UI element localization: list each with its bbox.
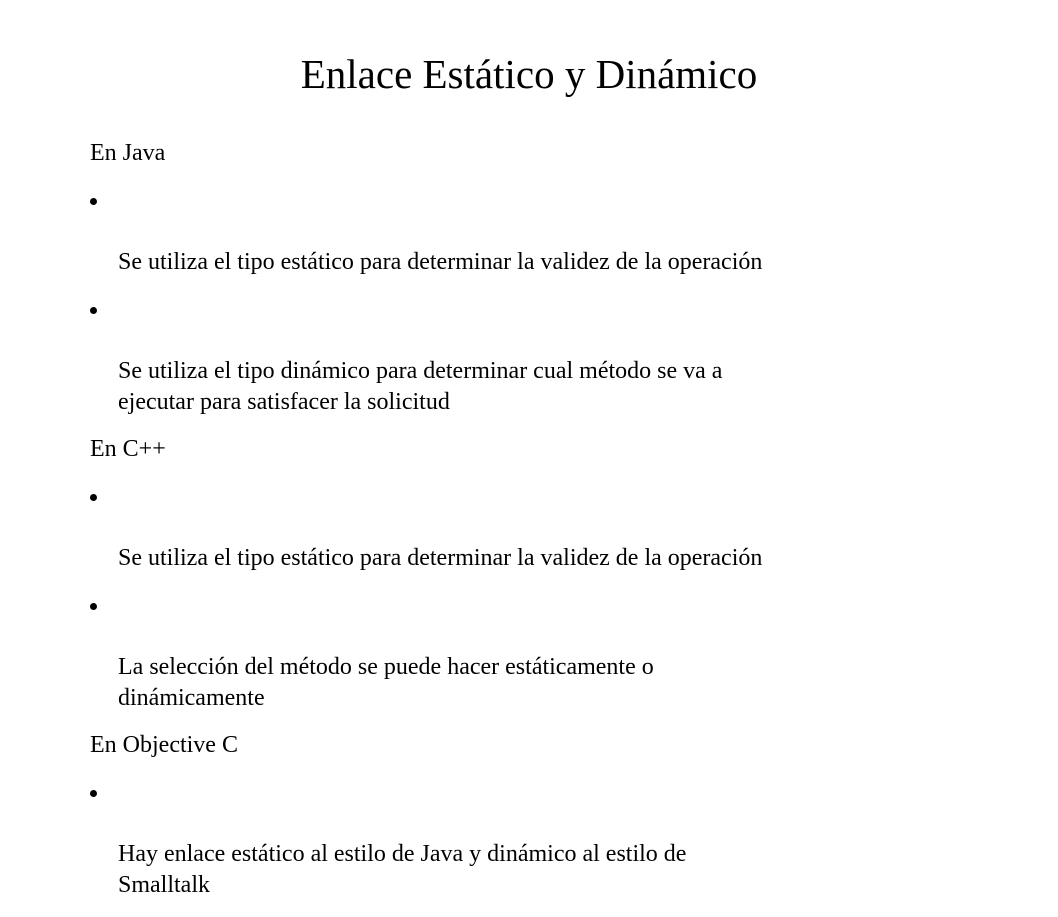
bullet-icon (90, 494, 97, 501)
bullet-list (90, 481, 990, 714)
bullet-item (90, 777, 990, 901)
section-heading: En Java (90, 140, 166, 166)
section-heading: En C++ (90, 436, 166, 462)
bullet-item (90, 590, 990, 714)
bullet-icon (90, 198, 97, 205)
bullet-text: La selección del método se puede hacer estáticamente o dinámicamente (118, 654, 654, 711)
section-heading: En Objective C (90, 732, 238, 758)
section-cpp (90, 434, 990, 714)
bullet-icon (90, 307, 97, 314)
slide-content (90, 138, 990, 917)
bullet-text: Se utiliza el tipo dinámico para determinar cual método se va a ejecutar para satisfacer la solicitud (118, 358, 723, 415)
bullet-icon (90, 603, 97, 610)
bullet-list (90, 777, 990, 901)
bullet-item (90, 481, 990, 574)
section-objective-c (90, 730, 990, 901)
slide-title: Enlace Estático y Dinámico (300, 51, 758, 97)
bullet-item (90, 185, 990, 278)
bullet-text: Se utiliza el tipo estático para determinar la validez de la operación (118, 545, 763, 571)
bullet-item (90, 294, 990, 418)
bullet-text: Hay enlace estático al estilo de Java y dinámico al estilo de Smalltalk (118, 841, 687, 898)
bullet-icon (90, 790, 97, 797)
bullet-list (90, 185, 990, 418)
bullet-text: Se utiliza el tipo estático para determinar la validez de la operación (118, 249, 763, 275)
section-java (90, 138, 990, 418)
